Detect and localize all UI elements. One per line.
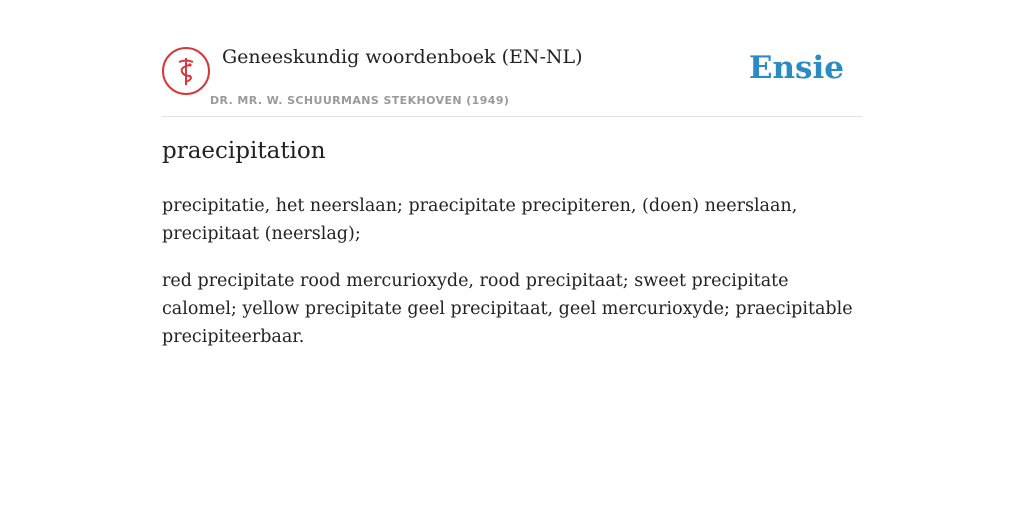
dictionary-title[interactable]: Geneeskundig woordenboek (EN-NL)	[222, 46, 583, 68]
entry-definition: red precipitate rood mercurioxyde, rood precipitaat; sweet precipitate calomel; yellow precipitate geel precipitaat, geel mercurioxyde; praecipitable precipiteerbaar.	[162, 271, 853, 347]
dictionary-logo[interactable]	[162, 47, 210, 95]
caduceus-icon	[164, 49, 208, 93]
dictionary-header	[162, 40, 862, 117]
dictionary-page	[162, 0, 862, 512]
entry-headword: praecipitation	[162, 138, 326, 164]
dictionary-author: DR. MR. W. SCHUURMANS STEKHOVEN (1949)	[210, 94, 510, 107]
brand-logo[interactable]: Ensie	[748, 50, 844, 86]
entry-definition: precipitatie, het neerslaan; praecipitate precipiteren, (doen) neerslaan, precipitaat (neerslag);	[162, 196, 798, 244]
